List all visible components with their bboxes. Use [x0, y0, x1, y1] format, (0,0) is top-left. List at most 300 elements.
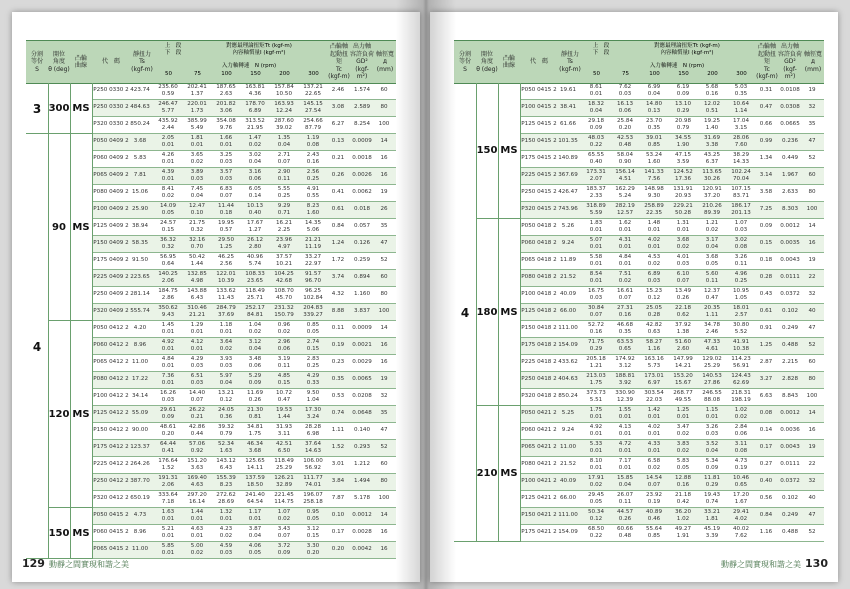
cam-torque: 4.32: [331, 291, 345, 297]
cam-torque: 3.74: [331, 274, 345, 280]
torque-inertia-cell: [241, 186, 269, 200]
static-torque: 123.37: [130, 444, 150, 450]
torque-value: 17.04: [732, 118, 749, 124]
torque-inertia-cell: [270, 118, 298, 132]
inertia-value: 0.02: [190, 550, 204, 556]
shaft-diameter: 16: [380, 529, 388, 535]
cam-torque: 0.66: [759, 121, 773, 127]
inertia-value: 0.29: [589, 346, 603, 352]
torque-inertia-cell: [154, 84, 182, 98]
output-load: 0.249: [781, 325, 798, 331]
torque-value: 3.26: [734, 254, 748, 260]
torque-inertia-cell: [212, 390, 240, 404]
output-load: 8.303: [781, 206, 798, 212]
torque-value: 162.29: [615, 186, 635, 192]
inertia-value: 0.01: [190, 346, 204, 352]
torque-value: 330.90: [615, 390, 635, 396]
torque-inertia-cell: [270, 407, 298, 421]
torque-inertia-cell: [183, 441, 211, 455]
torque-inertia-cell: [154, 458, 182, 472]
inertia-value: 3.24: [306, 414, 320, 420]
torque-inertia-cell: [154, 356, 182, 370]
torque-value: 46.68: [616, 322, 633, 328]
torque-inertia-cell: [270, 322, 298, 336]
table-row: [520, 151, 824, 168]
cam-torque: 0.21: [331, 155, 345, 161]
static-torque: 34.14: [131, 393, 148, 399]
inertia-value: 0.07: [676, 278, 690, 284]
torque-value: 3.47: [676, 424, 690, 430]
torque-inertia-cell: [299, 526, 327, 540]
torque-value: 102.24: [731, 169, 751, 175]
inertia-value: 1.11: [705, 312, 719, 318]
model-code: P080 0421 2: [521, 461, 557, 467]
torque-inertia-cell: [611, 186, 639, 200]
shaft-diameter: 14: [380, 512, 388, 518]
torque-value: 4.29: [306, 373, 320, 379]
torque-inertia-cell: [669, 458, 697, 472]
torque-inertia-cell: [183, 407, 211, 421]
torque-value: 3.83: [676, 441, 690, 447]
torque-inertia-cell: [299, 441, 327, 455]
torque-inertia-cell: [183, 424, 211, 438]
torque-value: 107.15: [731, 186, 751, 192]
torque-inertia-cell: [611, 84, 639, 98]
inertia-value: 114.75: [274, 499, 294, 505]
inertia-value: 0.09: [277, 550, 291, 556]
inertia-value: 0.01: [219, 142, 233, 148]
torque-value: 1.63: [161, 509, 175, 515]
torque-value: 1.83: [589, 220, 603, 226]
static-torque: 387.70: [130, 478, 150, 484]
group-cam-curve: MS: [500, 306, 518, 318]
torque-inertia-cell: [640, 373, 668, 387]
inertia-value: 0.79: [219, 431, 233, 437]
torque-value: 39.01: [645, 135, 662, 141]
shaft-diameter: 32: [808, 291, 816, 297]
torque-inertia-cell: [154, 169, 182, 183]
inertia-value: 0.70: [190, 244, 204, 250]
shaft-diameter: 52: [808, 155, 816, 161]
table-row: [520, 491, 824, 508]
inertia-value: 0.15: [306, 533, 320, 539]
torque-value: 1.81: [190, 135, 204, 141]
static-torque: 11.00: [131, 359, 148, 365]
torque-value: 40.02: [732, 526, 749, 532]
inertia-value: 0.01: [589, 278, 603, 284]
torque-inertia-cell: [270, 152, 298, 166]
inertia-value: 0.05: [676, 465, 690, 471]
torque-inertia-cell: [183, 475, 211, 489]
torque-inertia-cell: [640, 237, 668, 251]
torque-value: 114.23: [731, 356, 751, 362]
model-code: P250 0418 2: [521, 376, 557, 382]
torque-inertia-cell: [299, 322, 327, 336]
inertia-value: 0.02: [277, 329, 291, 335]
inertia-value: 0.01: [161, 363, 175, 369]
inertia-value: 1.60: [306, 210, 320, 216]
cam-torque: 1.72: [331, 257, 345, 263]
torque-value: 52.34: [217, 441, 234, 447]
torque-inertia-cell: [698, 152, 726, 166]
cam-torque: 0.35: [331, 376, 345, 382]
table-row: [92, 304, 396, 321]
torque-inertia-cell: [270, 271, 298, 285]
group-angle: 150: [476, 145, 498, 156]
torque-value: 7.45: [190, 186, 204, 192]
torque-inertia-cell: [611, 407, 639, 421]
model-code: P250 0412 2: [93, 478, 129, 484]
static-torque: 55.09: [131, 410, 148, 416]
header-upper-lower: 上 段 下 段: [592, 43, 610, 57]
cam-torque: 0.56: [759, 495, 773, 501]
torque-value: 5.58: [589, 254, 603, 260]
torque-inertia-cell: [669, 169, 697, 183]
torque-value: 4.31: [618, 237, 632, 243]
torque-value: 30.84: [587, 305, 604, 311]
torque-value: 313.52: [245, 118, 265, 124]
torque-inertia-cell: [299, 152, 327, 166]
inertia-value: 0.25: [277, 193, 291, 199]
static-torque: 850.24: [130, 121, 150, 127]
torque-inertia-cell: [299, 390, 327, 404]
torque-inertia-cell: [212, 526, 240, 540]
model-code: P125 0409 2: [93, 223, 129, 229]
torque-value: 29.41: [732, 509, 749, 515]
header-model-code: 代 碼: [529, 58, 548, 66]
torque-inertia-cell: [241, 101, 269, 115]
torque-value: 15.23: [645, 288, 662, 294]
torque-value: 0.96: [277, 322, 291, 328]
cam-torque: 1.34: [759, 155, 773, 161]
table-row: [520, 168, 824, 185]
table-row: [92, 457, 396, 474]
inertia-value: 22.35: [645, 210, 662, 216]
inertia-value: 0.51: [705, 108, 719, 114]
inertia-value: 0.32: [190, 227, 204, 233]
torque-inertia-cell: [727, 101, 755, 115]
static-torque: 5.25: [561, 410, 575, 416]
model-code: P065 0418 2: [521, 257, 557, 263]
torque-value: 2.90: [277, 169, 291, 175]
torque-value: 3.11: [734, 441, 748, 447]
torque-inertia-cell: [698, 220, 726, 234]
static-torque: 66.00: [559, 308, 576, 314]
inertia-value: 0.01: [647, 448, 661, 454]
inertia-value: 0.85: [647, 533, 661, 539]
torque-inertia-cell: [640, 458, 668, 472]
torque-value: 14.35: [304, 220, 321, 226]
inertia-value: 0.74: [705, 499, 719, 505]
shaft-diameter: 26: [380, 206, 388, 212]
torque-value: 17.30: [304, 407, 321, 413]
torque-inertia-cell: [183, 288, 211, 302]
torque-inertia-cell: [154, 492, 182, 506]
torque-inertia-cell: [183, 152, 211, 166]
output-load: 0.0035: [780, 240, 800, 246]
output-load: 0.894: [353, 274, 370, 280]
torque-inertia-cell: [727, 322, 755, 336]
torque-value: 1.07: [277, 509, 291, 515]
torque-inertia-cell: [698, 475, 726, 489]
torque-inertia-cell: [698, 237, 726, 251]
torque-inertia-cell: [270, 237, 298, 251]
output-load: 0.0108: [780, 87, 800, 93]
cam-torque: 0.18: [759, 257, 773, 263]
torque-value: 3.89: [190, 169, 204, 175]
cam-torque: 0.19: [331, 342, 345, 348]
output-load: 0.0111: [780, 274, 800, 280]
inertia-value: 0.55: [306, 193, 320, 199]
torque-value: 36.20: [674, 509, 691, 515]
inertia-value: 32.89: [275, 482, 292, 488]
torque-inertia-cell: [270, 526, 298, 540]
torque-inertia-cell: [212, 288, 240, 302]
torque-value: 23.96: [275, 237, 292, 243]
torque-value: 183.37: [586, 186, 606, 192]
torque-inertia-cell: [727, 186, 755, 200]
header-cam-curve: 凸輪 曲線: [74, 54, 87, 69]
torque-inertia-cell: [611, 424, 639, 438]
shaft-diameter: 14: [808, 410, 816, 416]
torque-value: 218.31: [731, 390, 751, 396]
cam-torque: 0.08: [759, 410, 773, 416]
torque-value: 10.46: [732, 475, 749, 481]
torque-value: 1.07: [734, 220, 748, 226]
table-row: [520, 236, 824, 253]
shaft-diameter: 80: [380, 104, 388, 110]
torque-inertia-cell: [698, 390, 726, 404]
table-header: [26, 40, 396, 84]
inertia-value: 70.04: [732, 176, 749, 182]
inertia-value: 0.46: [647, 516, 661, 522]
inertia-value: 16.14: [188, 499, 205, 505]
torque-value: 10.95: [732, 288, 749, 294]
model-code: P320 0418 2: [521, 393, 557, 399]
static-torque: 11.00: [131, 546, 148, 552]
inertia-value: 0.10: [190, 210, 204, 216]
inertia-value: 0.03: [190, 363, 204, 369]
torque-inertia-cell: [241, 475, 269, 489]
inertia-value: 0.16: [589, 329, 603, 335]
inertia-value: 1.44: [190, 261, 204, 267]
torque-value: 8.54: [589, 271, 603, 277]
torque-value: 6.05: [248, 186, 262, 192]
torque-value: 42.51: [275, 441, 292, 447]
table-row: [520, 474, 824, 491]
torque-value: 21.75: [188, 220, 205, 226]
torque-inertia-cell: [241, 356, 269, 370]
inertia-value: 7.60: [734, 142, 748, 148]
output-load: 0.259: [353, 257, 370, 263]
inertia-value: 0.01: [618, 244, 632, 250]
torque-inertia-cell: [241, 271, 269, 285]
inertia-value: 0.03: [190, 176, 204, 182]
torque-inertia-cell: [212, 458, 240, 472]
model-code: P050 0412 2: [93, 325, 129, 331]
inertia-value: 0.20: [161, 431, 175, 437]
torque-inertia-cell: [640, 169, 668, 183]
torque-inertia-cell: [241, 203, 269, 217]
model-code: P175 0418 2: [521, 342, 557, 348]
group-divisions: 3: [32, 101, 42, 116]
inertia-value: 0.25: [306, 176, 320, 182]
torque-value: 201.82: [216, 101, 236, 107]
torque-value: 3.02: [248, 152, 262, 158]
header-cam-torque: 凸輪軸 起動扭矩 Tc (kgf-m): [756, 43, 778, 81]
torque-inertia-cell: [727, 84, 755, 98]
cam-torque: 3.01: [331, 461, 345, 467]
torque-value: 297.20: [187, 492, 207, 498]
inertia-value: 0.02: [277, 516, 291, 522]
torque-value: 140.25: [158, 271, 178, 277]
torque-value: 163.16: [644, 356, 664, 362]
torque-inertia-cell: [611, 254, 639, 268]
table-row: [520, 304, 824, 321]
torque-inertia-cell: [669, 356, 697, 370]
cam-torque: 0.40: [759, 478, 773, 484]
output-load: 0.236: [781, 138, 798, 144]
table-row: [520, 185, 824, 202]
cam-torque: 0.27: [759, 461, 773, 467]
inertia-value: 0.05: [248, 550, 262, 556]
inertia-value: 0.02: [219, 346, 233, 352]
output-load: 0.0065: [352, 376, 372, 382]
cam-torque: 0.74: [331, 410, 345, 416]
torque-inertia-cell: [299, 84, 327, 98]
static-torque: 8.96: [133, 342, 147, 348]
torque-value: 7.62: [618, 84, 632, 90]
torque-value: 5.60: [705, 271, 719, 277]
inertia-value: 0.04: [618, 482, 632, 488]
torque-inertia-cell: [582, 492, 610, 506]
inertia-value: 0.01: [589, 227, 603, 233]
torque-inertia-cell: [154, 101, 182, 115]
torque-value: 28.06: [732, 135, 749, 141]
inertia-value: 0.20: [618, 125, 632, 131]
table-row: [92, 321, 396, 338]
torque-value: 39.32: [217, 424, 234, 430]
static-torque: 7.81: [133, 172, 147, 178]
torque-inertia-cell: [212, 322, 240, 336]
torque-value: 15.85: [616, 475, 633, 481]
torque-inertia-cell: [669, 492, 697, 506]
torque-value: 38.29: [732, 152, 749, 158]
torque-value: 42.53: [616, 135, 633, 141]
static-torque: 154.09: [558, 529, 578, 535]
page-footer: [22, 557, 133, 570]
shaft-diameter: 47: [380, 240, 388, 246]
model-code: P050 0415 2: [93, 512, 129, 518]
torque-inertia-cell: [582, 288, 610, 302]
torque-inertia-cell: [270, 339, 298, 353]
torque-inertia-cell: [727, 271, 755, 285]
torque-inertia-cell: [241, 373, 269, 387]
table-row: [520, 253, 824, 270]
column-rule: [70, 83, 71, 559]
inertia-value: 0.01: [589, 261, 603, 267]
torque-inertia-cell: [299, 509, 327, 523]
output-load: 0.0028: [352, 529, 372, 535]
torque-value: 27.31: [616, 305, 633, 311]
torque-value: 33.27: [304, 254, 321, 260]
torque-inertia-cell: [154, 305, 182, 319]
inertia-value: 0.01: [589, 465, 603, 471]
table-row: [520, 423, 824, 440]
inertia-value: 0.02: [618, 278, 632, 284]
torque-inertia-cell: [640, 186, 668, 200]
torque-value: 246.47: [158, 101, 178, 107]
torque-value: 153.20: [673, 373, 693, 379]
inertia-value: 0.01: [647, 431, 661, 437]
inertia-value: 0.01: [618, 261, 632, 267]
table-row: [520, 270, 824, 287]
static-torque: 433.62: [558, 359, 578, 365]
torque-inertia-cell: [698, 458, 726, 472]
output-load: 0.0062: [352, 189, 372, 195]
torque-value: 14.80: [645, 101, 662, 107]
cam-torque: 7.87: [331, 495, 345, 501]
inertia-value: 3.15: [734, 125, 748, 131]
torque-inertia-cell: [669, 424, 697, 438]
cam-torque: 0.53: [331, 393, 345, 399]
inertia-value: 30.26: [703, 176, 720, 182]
inertia-value: 0.02: [676, 431, 690, 437]
inertia-value: 2.06: [161, 482, 175, 488]
torque-value: 131.91: [673, 186, 693, 192]
torque-value: 2.96: [277, 339, 291, 345]
torque-value: 32.16: [188, 237, 205, 243]
torque-inertia-cell: [669, 220, 697, 234]
header-speed-200: 200: [279, 71, 290, 77]
torque-value: 241.40: [245, 492, 265, 498]
inertia-value: 4.98: [190, 278, 204, 284]
inertia-value: 20.93: [674, 193, 691, 199]
group-angle: 120: [48, 408, 70, 420]
torque-value: 50.34: [587, 509, 604, 515]
table-row: [520, 440, 824, 457]
torque-value: 284.79: [216, 305, 236, 311]
torque-inertia-cell: [611, 492, 639, 506]
torque-value: 11.81: [703, 475, 720, 481]
torque-inertia-cell: [241, 305, 269, 319]
model-code: P320 0412 2: [93, 495, 129, 501]
torque-inertia-cell: [270, 254, 298, 268]
torque-inertia-cell: [183, 390, 211, 404]
torque-inertia-cell: [299, 475, 327, 489]
torque-inertia-cell: [698, 407, 726, 421]
torque-inertia-cell: [183, 186, 211, 200]
shaft-diameter: 32: [380, 393, 388, 399]
torque-inertia-cell: [698, 169, 726, 183]
torque-inertia-cell: [212, 135, 240, 149]
inertia-value: 0.92: [190, 448, 204, 454]
inertia-value: 1.38: [676, 329, 690, 335]
table-row: [520, 287, 824, 304]
torque-inertia-cell: [241, 169, 269, 183]
table-row: [92, 338, 396, 355]
torque-inertia-cell: [183, 118, 211, 132]
torque-value: 19.95: [217, 220, 234, 226]
inertia-value: 23.65: [246, 278, 263, 284]
inertia-value: 83.71: [732, 193, 749, 199]
torque-value: 16.61: [616, 288, 633, 294]
torque-inertia-cell: [154, 373, 182, 387]
shaft-diameter: 47: [808, 512, 816, 518]
torque-value: 163.81: [245, 84, 265, 90]
model-code: P150 0418 2: [521, 325, 557, 331]
table-row: [92, 406, 396, 423]
